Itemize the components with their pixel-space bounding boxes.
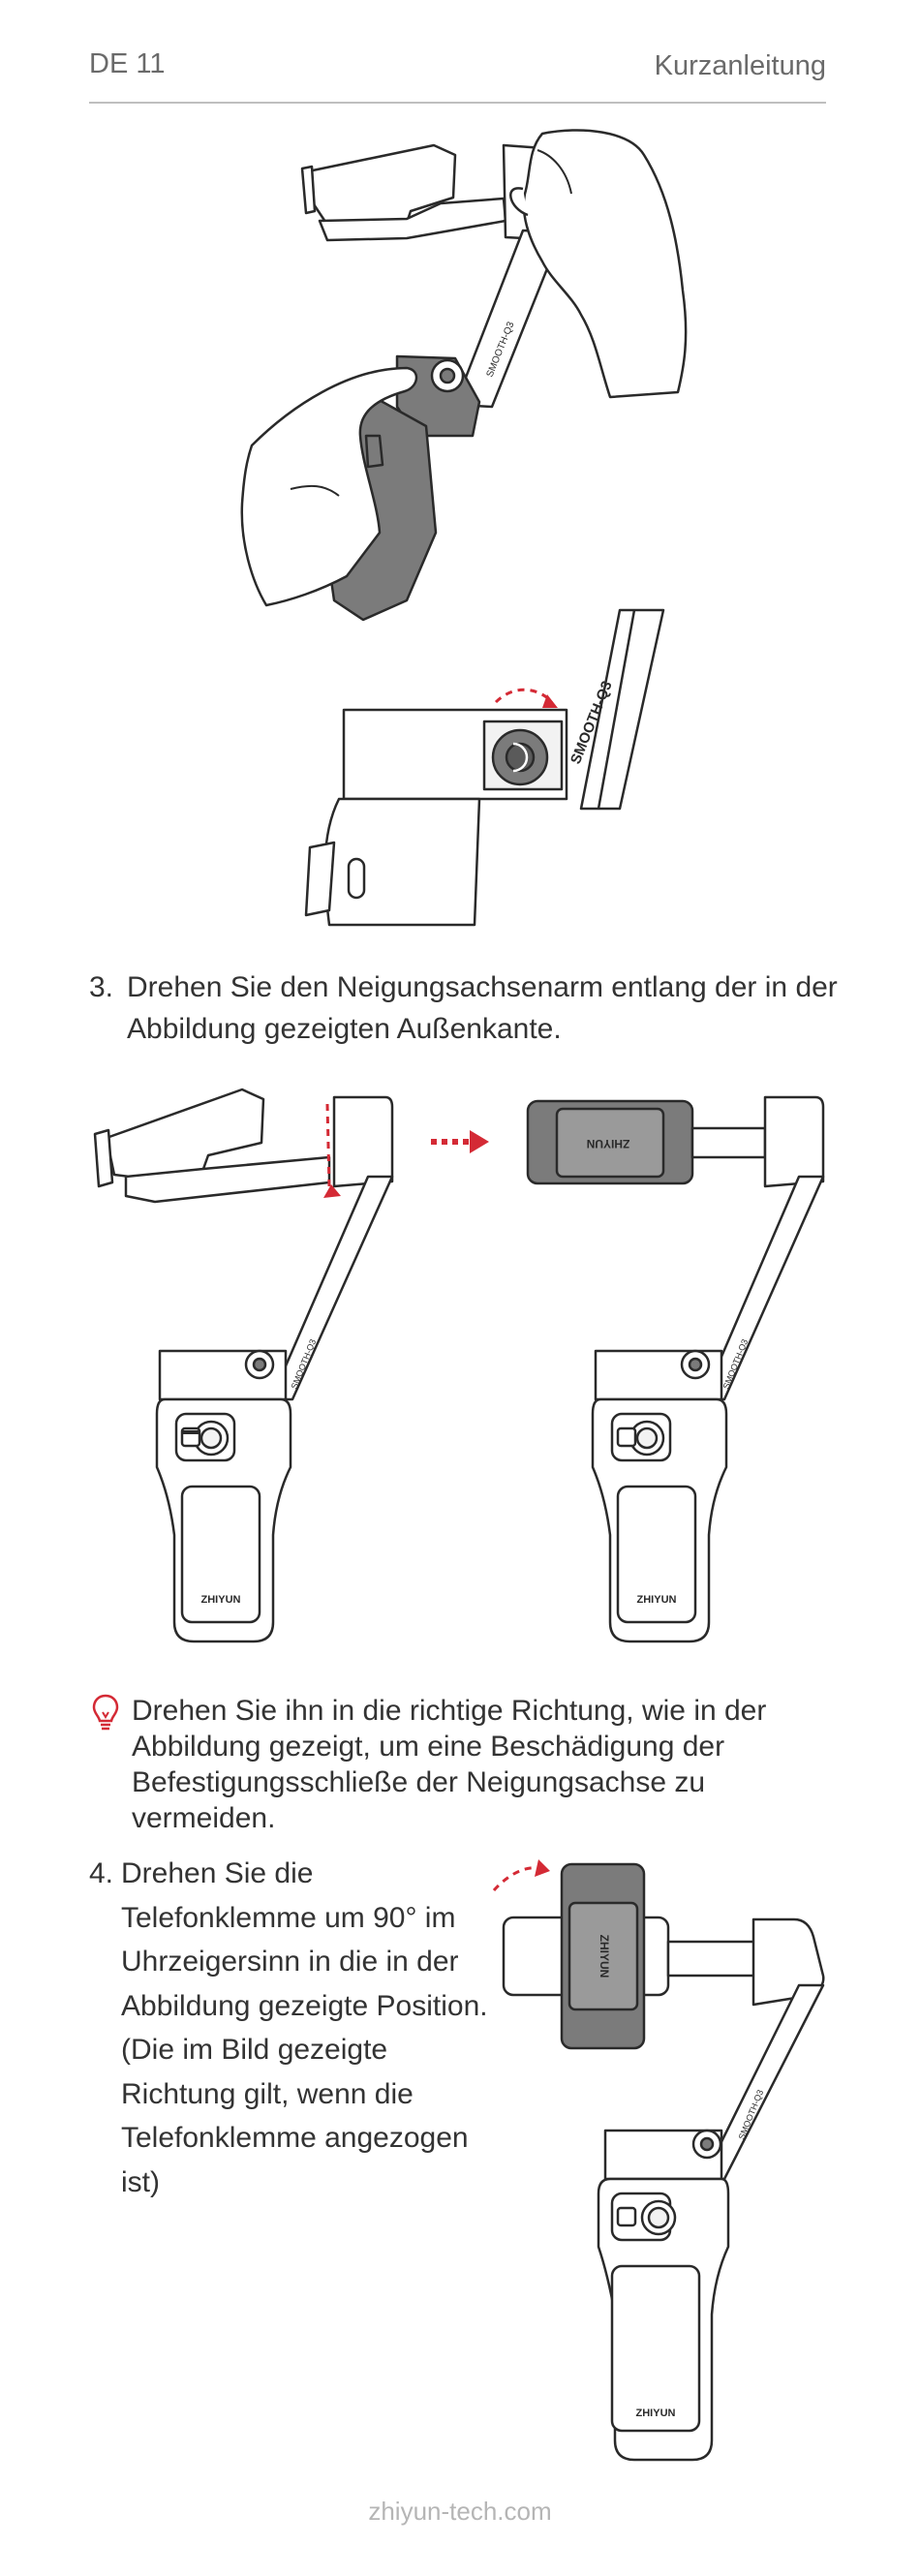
step-4-number: 4.	[89, 1857, 114, 1889]
step-4-text: Drehen Sie die Telefonklemme um 90° im Uhrzeigersinn in die in der Abbildung gezeigte Position. (Die im Bild gezeigte Richtung gilt, wenn die Telefonklemme angezogen ist)	[121, 1857, 488, 2198]
step-3-text: Drehen Sie den Neigungsachsenarm entlang der in der Abbildung gezeigten Außenkante.	[127, 971, 838, 1045]
guide-title: Kurzanleitung	[654, 50, 826, 81]
pan-rotate-arrow	[496, 690, 552, 702]
page-number: DE 11	[89, 48, 166, 79]
fig2-left-brand: ZHIYUN	[200, 1594, 241, 1606]
fig2-right-clamp-brand: ZHIYUN	[586, 1137, 630, 1150]
fig2-left-device-label: SMOOTH-Q3	[289, 1337, 319, 1391]
figure-pan-lock-closeup	[0, 605, 920, 925]
fig2-right-brand: ZHIYUN	[636, 1594, 677, 1606]
fig3-device-label: SMOOTH-Q3	[736, 2088, 766, 2141]
figure-rotate-tilt-arm	[0, 1080, 920, 1661]
fig1b-device-label: SMOOTH-Q3	[567, 678, 616, 767]
step-3-number: 3.	[89, 971, 114, 1003]
fig2-right-device-label: SMOOTH-Q3	[721, 1337, 751, 1391]
lightbulb-icon	[91, 1693, 120, 1732]
clamp-rotate-arrow	[494, 1868, 542, 1890]
footer-url: zhiyun-tech.com	[368, 2497, 552, 2526]
fig1-device-label: SMOOTH-Q3	[484, 320, 517, 380]
fig3-clamp-brand: ZHIYUN	[598, 1934, 611, 1978]
tip-note	[89, 1693, 825, 1836]
step-3	[89, 966, 844, 1050]
figure-rotate-phone-clamp	[0, 1850, 920, 2469]
page-header	[89, 48, 826, 104]
fig3-brand: ZHIYUN	[635, 2407, 676, 2419]
tip-text: Drehen Sie ihn in die richtige Richtung, wie in der Abbildung gezeigt, um eine Beschädigung der Befestigungsschließe der Neigungsachse zu vermeiden.	[132, 1695, 767, 1834]
